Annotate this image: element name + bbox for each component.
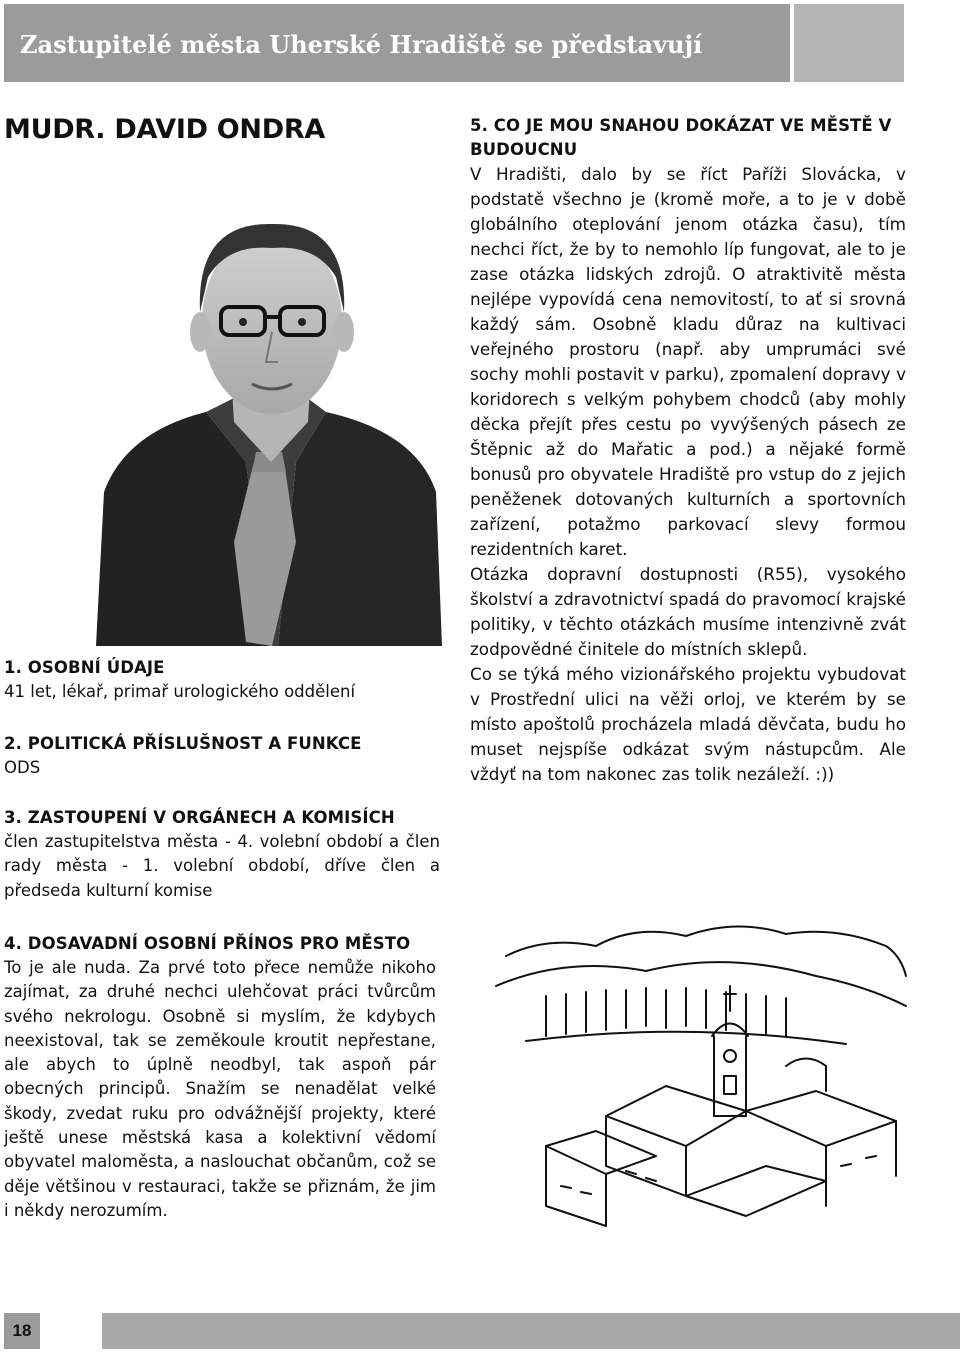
town-sketch-illustration [486,916,914,1246]
page-number: 18 [12,1321,32,1340]
section-contribution [4,932,436,1223]
section-paragraph: Otázka dopravní dostupnosti (R55), vysokého školství a zdravotnictví spadá do pravomocí krajské politiky, v těchto otázkách musíme intenzivně zvát zodpovědné činitele do místních sklepů. [470,564,906,659]
section-paragraph: Co se týká mého vizionářského projektu vybudovat v Prostřední ulici na věži orloj, ve kterém by se místo apoštolů procházela mladá děvčata, budu ho muset nejspíše odkázat svým nástupcům. Ale vždyť na tom nakonec zas tolik nezáleží. :)) [470,664,906,784]
section-text: 41 let, lékař, primař urologického oddělení [4,682,356,701]
section-heading: 2. POLITICKÁ PŘÍSLUŠNOST A FUNKCE [4,734,362,753]
section-political-affiliation [4,732,424,780]
section-future-goals [470,114,906,787]
section-committees [4,806,440,903]
section-heading: 1. OSOBNÍ ÚDAJE [4,658,165,677]
section-heading: 5. CO JE MOU SNAHOU DOKÁZAT VE MĚSTĚ V BUDOUCNU [470,116,892,159]
page-title: Zastupitelé města Uherské Hradiště se představují [20,30,703,59]
section-text: ODS [4,758,41,777]
section-text: To je ale nuda. Za prvé toto přece nemůže nikoho zajímat, za druhé nechci ulehčovat práci tvůrcům svého nekrologu. Osobně si myslím, že kdybych neexistoval, tak se zeměkoule kroutit nepřestane, ale abych to úplně neodbyl, tak aspoň pár obecných principů. Snažím se nenadělat velké škody, zvedat ruku pro odvážnější projekty, které ještě unese městská kasa a kolektivní vědomí obyvatel maloměsta, a naslouchat občanům, což se děje většinou v restauraci, takže se přiznám, že jim i někdy nerozumím. [4,958,436,1220]
section-heading: 3. ZASTOUPENÍ V ORGÁNECH A KOMISÍCH [4,808,395,827]
section-paragraph: V Hradišti, dalo by se říct Paříži Slovácka, v podstatě všechno je (kromě moře, a to je v době globálního oteplování jenom otázka času), tím nechci říct, že by to nemohlo líp fungovat, ale to je zase otázka lidských zdrojů. O atraktivitě města nejlépe vypovídá cena nemovitostí, to ať si srovná každý sám. Osobně kladu důraz na kultivaci veřejného prostoru (např. aby umprumáci své sochy mohli postavit v parku), zpomalení dopravy v koridorech s velkým pohybem chodců (aby mohly děcka přejít přes cestu po vyvýšených pásech ze Štěpnic až do Mařatic a pod.) a nějaké formě bonusů pro obyvatele Hradiště pro vstup do z jejich peněženek dotovaných kulturních a sportovních zařízení, potažmo parkovací slevy formou rezidentních karet. [470,164,906,559]
section-text: člen zastupitelstva města - 4. volební období a člen rady města - 1. volební období, dříve člen a předseda kulturní komise [4,832,440,900]
header-accent-block [794,4,904,82]
header-bar [4,4,790,82]
section-personal-info [4,656,424,704]
portrait-photo [96,162,442,646]
footer-page-number-box [4,1313,40,1349]
section-heading: 4. DOSAVADNÍ OSOBNÍ PŘÍNOS PRO MĚSTO [4,934,411,953]
footer-bar [102,1313,960,1349]
person-name: MUDR. DAVID ONDRA [4,114,325,145]
